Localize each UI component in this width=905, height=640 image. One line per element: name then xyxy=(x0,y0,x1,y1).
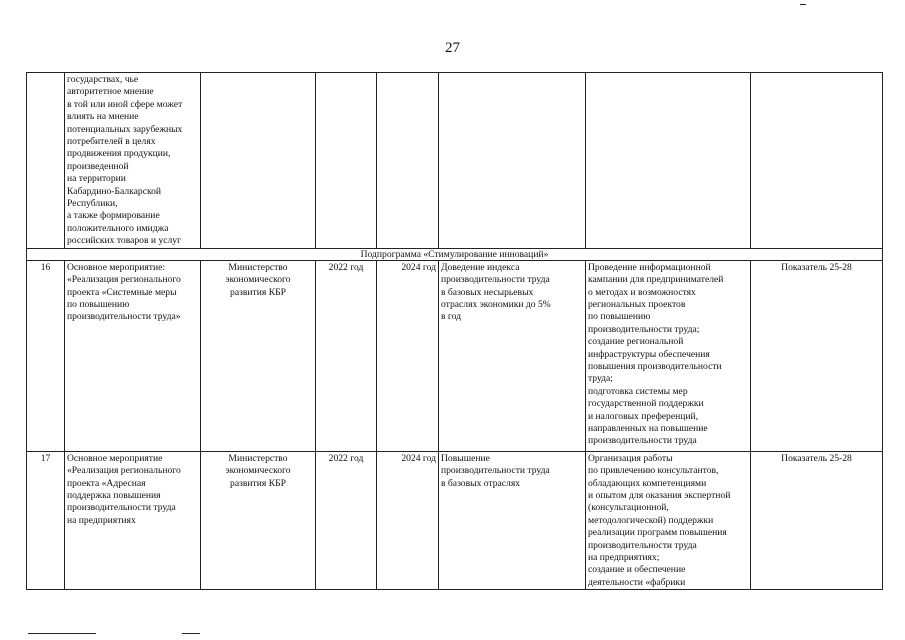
subprogram-header-row xyxy=(27,248,883,260)
program-events-table xyxy=(26,72,883,590)
cell-executor: Министерство экономического развития КБР xyxy=(201,451,316,589)
cell-start: 2022 год xyxy=(316,260,377,451)
cell-end: 2024 год xyxy=(377,260,439,451)
cell-event: Основное мероприятие «Реализация регионального проекта «Адресная поддержка повышения производительности труда на предприятиях xyxy=(65,451,201,589)
cell-indicator xyxy=(751,73,883,249)
cell-result: Доведение индекса производительности труда в базовых несырьевых отраслях экономики до 5% в год xyxy=(439,260,586,451)
cell-start xyxy=(316,73,377,249)
cell-num: 16 xyxy=(27,260,65,451)
cell-executor xyxy=(201,73,316,249)
cell-actions: Организация работы по привлечению консультантов, обладающих компетенциями и опытом для оказания экспертной (консультационной, методологической) поддержки реализации программ повышения производительности труда на предприятиях; создание и обеспечение деятельности «фабрики xyxy=(586,451,751,589)
cell-num: 17 xyxy=(27,451,65,589)
cell-start: 2022 год xyxy=(316,451,377,589)
scan-artifact-line xyxy=(800,4,806,5)
subprogram-title: Подпрограмма «Стимулирование инноваций» xyxy=(27,248,883,260)
cell-event: Основное мероприятие: «Реализация регионального проекта «Системные меры по повышению производительности труда» xyxy=(65,260,201,451)
cell-actions xyxy=(586,73,751,249)
scan-artifact-line xyxy=(28,633,96,634)
table-row xyxy=(27,260,883,451)
cell-event-continued: государствах, чье авторитетное мнение в той или иной сфере может влиять на мнение потенциальных зарубежных потребителей в целях продвижения продукции, произведенной на территории Кабардино-Балкарской Республики, а также формирование положительного имиджа российских товаров и услуг xyxy=(65,73,201,249)
cell-executor: Министерство экономического развития КБР xyxy=(201,260,316,451)
cell-num xyxy=(27,73,65,249)
scan-artifact-line xyxy=(182,633,200,634)
cell-end xyxy=(377,73,439,249)
table-row xyxy=(27,451,883,589)
cell-indicator: Показатель 25-28 xyxy=(751,451,883,589)
table-row-continued xyxy=(27,73,883,249)
cell-indicator: Показатель 25-28 xyxy=(751,260,883,451)
cell-result: Повышение производительности труда в базовых отраслях xyxy=(439,451,586,589)
cell-end: 2024 год xyxy=(377,451,439,589)
cell-result xyxy=(439,73,586,249)
cell-actions: Проведение информационной кампании для предпринимателей о методах и возможностях региональных проектов по повышению производительности труда; создание региональной инфраструктуры обеспечения повышения производительности труда; подготовка системы мер государственной поддержки и налоговых преференций, направленных на повышение производительности труда xyxy=(586,260,751,451)
page-number: 27 xyxy=(445,40,460,56)
